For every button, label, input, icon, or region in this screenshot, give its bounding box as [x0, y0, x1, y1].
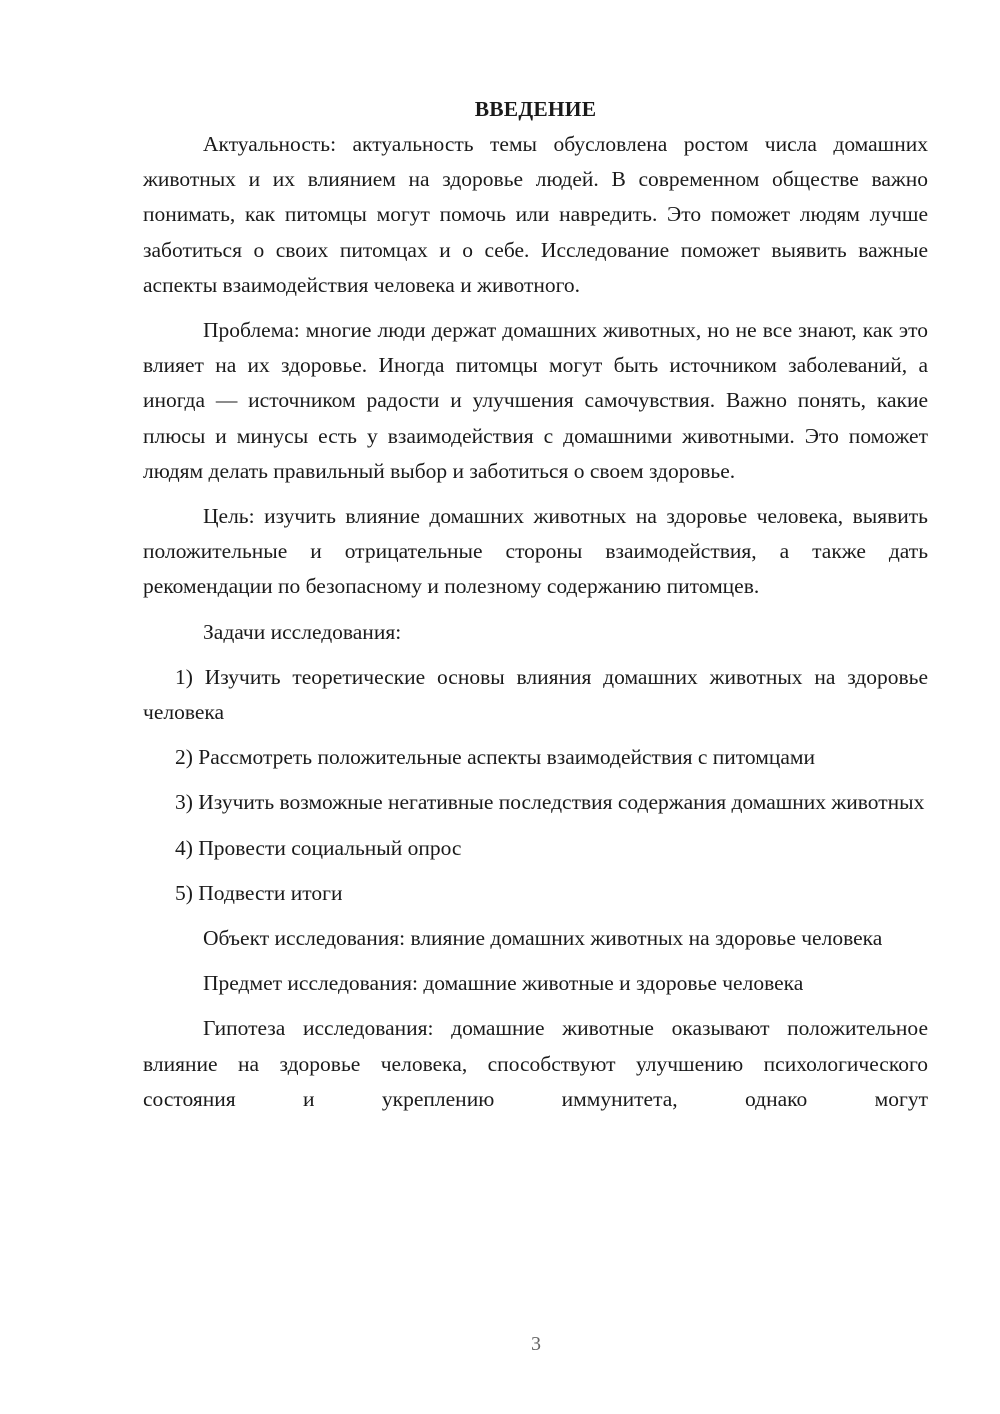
paragraph-goal: Цель: изучить влияние домашних животных на здоровье человека, выявить положительные и отрицательные стороны взаимодействия, а также дать рекомендации по безопасному и полезному содержанию питомцев.	[143, 504, 928, 599]
paragraph-object: Объект исследования: влияние домашних животных на здоровье человека	[203, 926, 883, 951]
list-item: 2) Рассмотреть положительные аспекты взаимодействия с питомцами	[175, 745, 816, 770]
list-item: 3) Изучить возможные негативные последствия содержания домашних животных	[175, 790, 925, 815]
paragraph-problem: Проблема: многие люди держат домашних животных, но не все знают, как это влияет на их здоровье. Иногда питомцы могут быть источником заболеваний, а иногда — источником радости и улучшения самочувствия. Важно понять, какие плюсы и минусы есть у взаимодействия с домашними животными. Это поможет людям делать правильный выбор и заботиться о своем здоровье.	[143, 318, 928, 483]
section-title: ВВЕДЕНИЕ	[474, 97, 597, 121]
tasks-list	[143, 660, 928, 911]
page-content	[143, 92, 928, 1127]
paragraph-relevance: Актуальность: актуальность темы обусловлена ростом числа домашних животных и их влиянием на здоровье людей. В современном обществе важно понимать, как питомцы могут помочь или навредить. Это поможет людям лучше заботиться о своих питомцах и о себе. Исследование поможет выявить важные аспекты взаимодействия человека и животного.	[143, 132, 928, 297]
list-item: 1) Изучить теоретические основы влияния домашних животных на здоровье человека	[143, 664, 928, 725]
page-number: 3	[531, 1333, 541, 1355]
paragraph-subject: Предмет исследования: домашние животные и здоровье человека	[203, 971, 804, 996]
list-item: 4) Провести социальный опрос	[175, 835, 462, 860]
list-item: 5) Подвести итоги	[175, 880, 343, 905]
paragraph-tasks-heading: Задачи исследования:	[203, 619, 402, 644]
paragraph-hypothesis: Гипотеза исследования: домашние животные оказывают положительное влияние на здоровье человека, способствуют улучшению психологического состояния и укреплению иммунитета, однако могут	[143, 1016, 928, 1111]
